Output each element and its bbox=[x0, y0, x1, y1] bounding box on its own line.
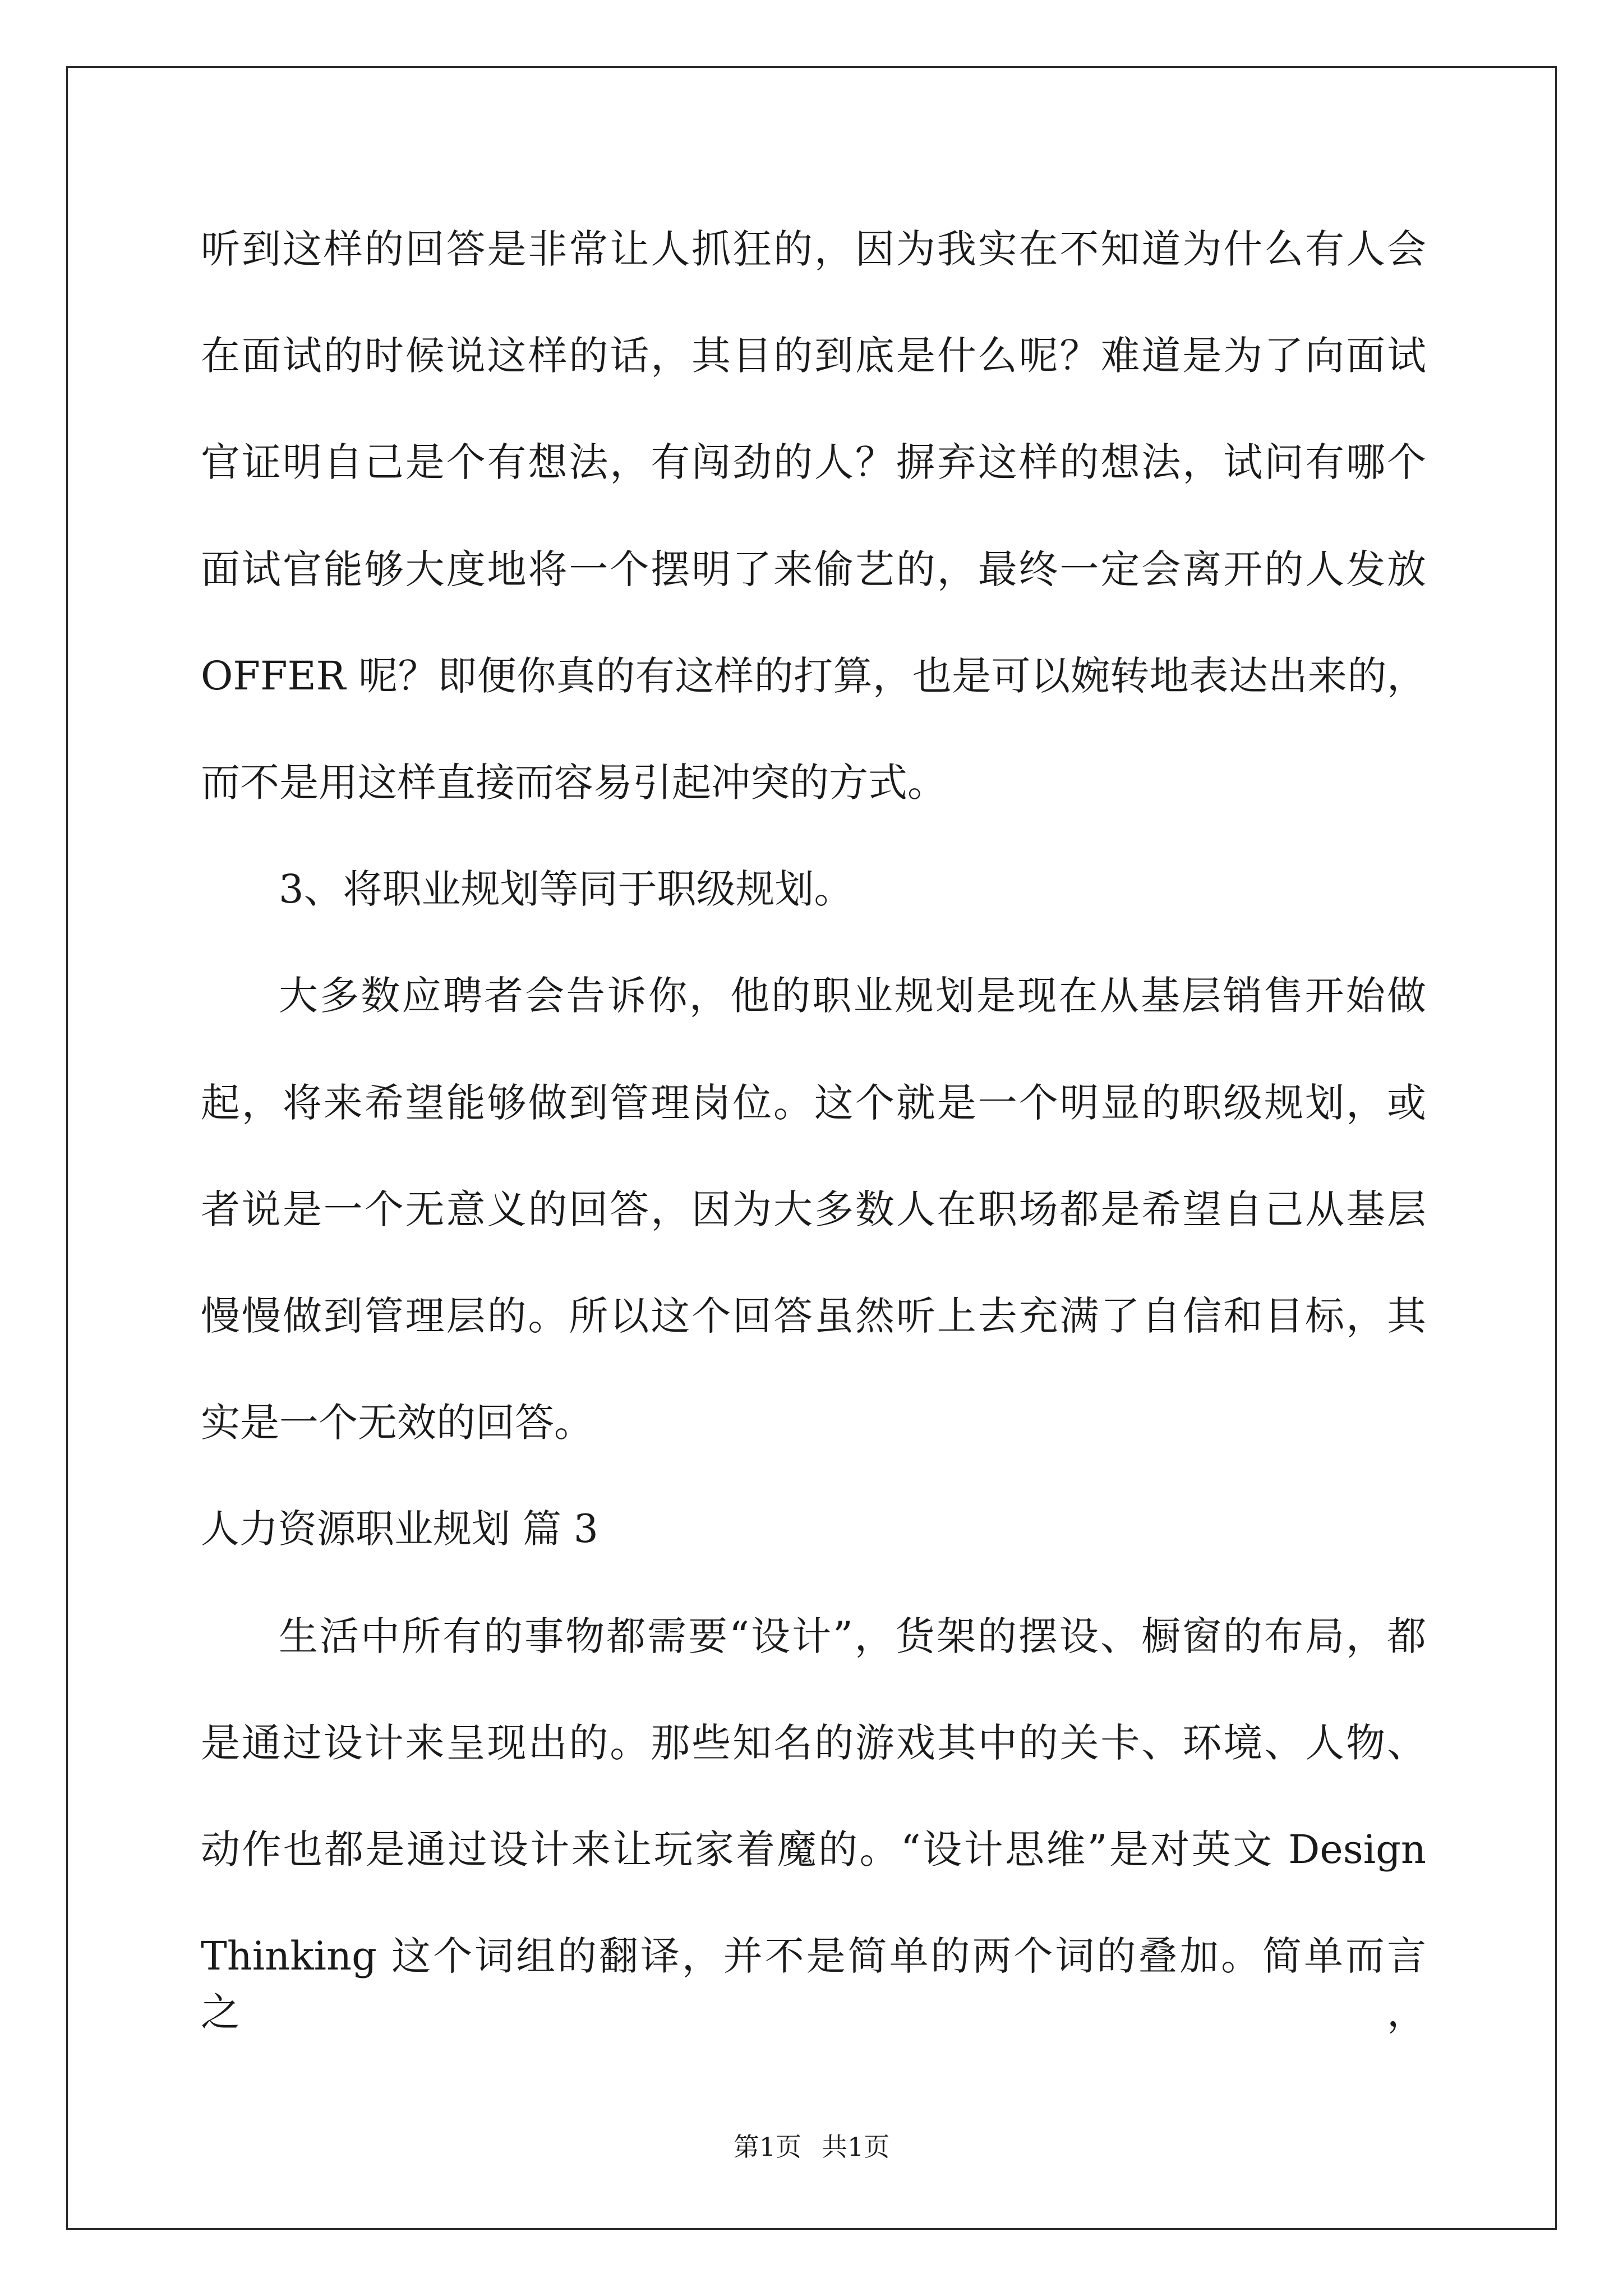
section-heading: 人力资源职业规划 篇 3 bbox=[201, 1507, 598, 1552]
text-line: 在面试的时候说这样的话，其目的到底是什么呢？难道是为了向面试 bbox=[201, 333, 1426, 379]
text-line: 慢慢做到管理层的。所以这个回答虽然听上去充满了自信和目标，其 bbox=[201, 1293, 1426, 1339]
text-line: 是通过设计来呈现出的。那些知名的游戏其中的关卡、环境、人物、 bbox=[201, 1720, 1426, 1766]
text-line: 3、将职业规划等同于职级规划。 bbox=[279, 866, 854, 912]
text-line: OFFER 呢？即便你真的有这样的打算，也是可以婉转地表达出来的， bbox=[201, 653, 1426, 699]
page-footer bbox=[0, 2130, 1623, 2164]
text-line: 面试官能够大度地将一个摆明了来偷艺的，最终一定会离开的人发放 bbox=[201, 546, 1426, 592]
text-line: 官证明自己是个有想法，有闯劲的人？摒弃这样的想法，试问有哪个 bbox=[201, 439, 1426, 485]
text-line: 听到这样的回答是非常让人抓狂的，因为我实在不知道为什么有人会 bbox=[201, 226, 1426, 272]
text-line: 而不是用这样直接而容易引起冲突的方式。 bbox=[201, 760, 947, 806]
text-line: 生活中所有的事物都需要“设计”，货架的摆设、橱窗的布局，都 bbox=[279, 1613, 1426, 1659]
text-line: 实是一个无效的回答。 bbox=[201, 1400, 593, 1446]
page-number: 第1页 bbox=[733, 2132, 801, 2162]
page-border bbox=[66, 66, 1557, 2230]
text-line: 动作也都是通过设计来让玩家着魔的。“设计思维”是对英文 Design bbox=[201, 1826, 1426, 1872]
text-line: 大多数应聘者会告诉你，他的职业规划是现在从基层销售开始做 bbox=[279, 973, 1426, 1019]
text-line: Thinking 这个词组的翻译，并不是简单的两个词的叠加。简单而言之， bbox=[201, 1933, 1426, 2035]
page-total: 共1页 bbox=[822, 2132, 890, 2162]
text-line: 者说是一个无意义的回答，因为大多数人在职场都是希望自己从基层 bbox=[201, 1186, 1426, 1232]
text-line: 起，将来希望能够做到管理岗位。这个就是一个明显的职级规划，或 bbox=[201, 1080, 1426, 1126]
